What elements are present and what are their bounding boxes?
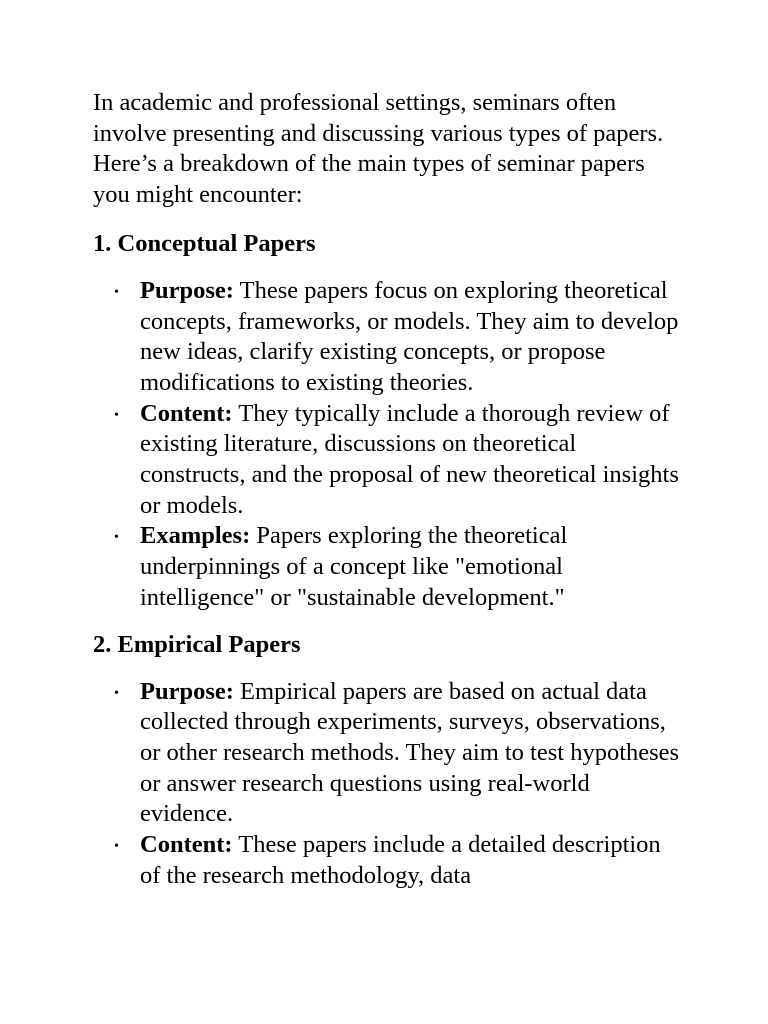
bullet-icon: • — [114, 839, 119, 855]
list-item — [93, 830, 683, 891]
list-item — [93, 521, 683, 613]
section-heading-empirical: 2. Empirical Papers — [93, 630, 301, 658]
conceptual-list — [93, 276, 683, 614]
item-label: Examples: — [140, 522, 251, 550]
item-text: These papers include a detailed description of the research methodology, data — [140, 831, 661, 889]
empirical-list — [93, 677, 683, 892]
section-heading-conceptual: 1. Conceptual Papers — [93, 229, 316, 257]
item-label: Purpose: — [140, 677, 234, 705]
item-text: Empirical papers are based on actual data collected through experiments, surveys, observations, or other research methods. They aim to test hypotheses or answer research questions using real-world evidence. — [140, 677, 680, 828]
list-item — [93, 677, 683, 831]
list-item — [93, 399, 683, 522]
list-item — [93, 276, 683, 399]
bullet-icon: • — [114, 685, 119, 701]
item-text: Papers exploring the theoretical underpinnings of a concept like "emotional intelligence" or "sustainable development." — [140, 522, 568, 611]
bullet-icon: • — [114, 284, 119, 300]
item-label: Content: — [140, 831, 233, 859]
item-text: They typically include a thorough review of existing literature, discussions on theoretical constructs, and the proposal of new theoretical insights or models. — [140, 399, 679, 519]
item-label: Content: — [140, 399, 233, 427]
bullet-icon: • — [114, 530, 119, 546]
document-page — [93, 88, 683, 891]
item-text: These papers focus on exploring theoretical concepts, frameworks, or models. They aim to develop new ideas, clarify existing concepts, or propose modifications to existing theories. — [140, 276, 679, 396]
bullet-icon: • — [114, 407, 119, 423]
intro-paragraph: In academic and professional settings, seminars often involve presenting and discussing various types of papers. Here’s a breakdown of the main types of seminar papers you might encounter: — [93, 89, 664, 209]
item-label: Purpose: — [140, 276, 234, 304]
